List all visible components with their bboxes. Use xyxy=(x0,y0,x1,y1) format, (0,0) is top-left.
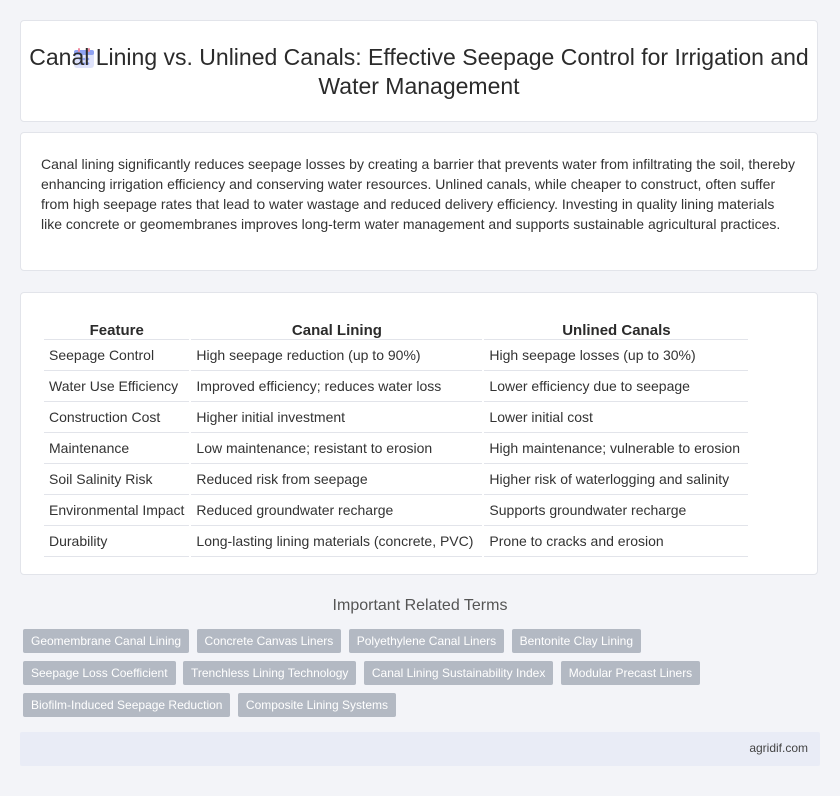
table-cell: Prone to cracks and erosion xyxy=(484,526,748,557)
table-row xyxy=(44,340,748,371)
related-term-tag[interactable]: Canal Lining Sustainability Index xyxy=(364,661,553,685)
table-cell: Reduced risk from seepage xyxy=(191,464,482,495)
header-unlined-canals: Unlined Canals xyxy=(484,313,748,340)
table-cell: Higher initial investment xyxy=(191,402,482,433)
table-row xyxy=(44,371,748,402)
related-terms-title: Important Related Terms xyxy=(332,597,508,614)
table-cell: Reduced groundwater recharge xyxy=(191,495,482,526)
table-cell: Environmental Impact xyxy=(44,495,189,526)
related-term-tag[interactable]: Biofilm-Induced Seepage Reduction xyxy=(23,693,230,717)
related-term-tag[interactable]: Polyethylene Canal Liners xyxy=(349,629,504,653)
table-cell: Supports groundwater recharge xyxy=(484,495,748,526)
footer xyxy=(20,732,820,766)
title-card xyxy=(20,20,818,122)
related-term-tag[interactable]: Seepage Loss Coefficient xyxy=(23,661,176,685)
table-row xyxy=(44,526,748,557)
table-cell: Lower initial cost xyxy=(484,402,748,433)
table-cell: Improved efficiency; reduces water loss xyxy=(191,371,482,402)
comparison-table-card xyxy=(20,292,818,575)
table-cell: Seepage Control xyxy=(44,340,189,371)
table-cell: Higher risk of waterlogging and salinity xyxy=(484,464,748,495)
comparison-table xyxy=(42,313,750,557)
related-term-tag[interactable]: Bentonite Clay Lining xyxy=(512,629,641,653)
related-term-tag[interactable]: Composite Lining Systems xyxy=(238,693,396,717)
header-canal-lining: Canal Lining xyxy=(191,313,482,340)
table-cell: Lower efficiency due to seepage xyxy=(484,371,748,402)
table-cell: Construction Cost xyxy=(44,402,189,433)
table-cell: High seepage losses (up to 30%) xyxy=(484,340,748,371)
table-row xyxy=(44,495,748,526)
table-row xyxy=(44,464,748,495)
intro-card xyxy=(20,132,818,271)
table-cell: Long-lasting lining materials (concrete, PVC) xyxy=(191,526,482,557)
table-cell: Water Use Efficiency xyxy=(44,371,189,402)
intro-paragraph: Canal lining significantly reduces seepage losses by creating a barrier that prevents water from infiltrating the soil, thereby enhancing irrigation efficiency and conserving water resources. Unlined canals, while cheaper to construct, often suffer from high seepage rates that lead to water wastage and reduced delivery efficiency. Investing in quality lining materials like concrete or geomembranes improves long-term water management and supports sustainable agricultural practices. xyxy=(41,156,796,232)
table-row xyxy=(44,433,748,464)
table-cell: High maintenance; vulnerable to erosion xyxy=(484,433,748,464)
table-row xyxy=(44,402,748,433)
related-term-tag[interactable]: Concrete Canvas Liners xyxy=(197,629,342,653)
table-cell: Low maintenance; resistant to erosion xyxy=(191,433,482,464)
table-cell: High seepage reduction (up to 90%) xyxy=(191,340,482,371)
table-cell: Maintenance xyxy=(44,433,189,464)
related-term-tag[interactable]: Modular Precast Liners xyxy=(561,661,700,685)
related-term-tag[interactable]: Geomembrane Canal Lining xyxy=(23,629,189,653)
page-title: Canal Lining vs. Unlined Canals: Effective Seepage Control for Irrigation and Water Management xyxy=(29,44,809,99)
table-cell: Soil Salinity Risk xyxy=(44,464,189,495)
header-feature: Feature xyxy=(44,313,189,340)
related-terms-list xyxy=(23,629,803,725)
table-cell: Durability xyxy=(44,526,189,557)
footer-site-link[interactable]: agridif.com xyxy=(749,741,808,755)
related-term-tag[interactable]: Trenchless Lining Technology xyxy=(183,661,356,685)
table-header-row xyxy=(44,313,748,340)
